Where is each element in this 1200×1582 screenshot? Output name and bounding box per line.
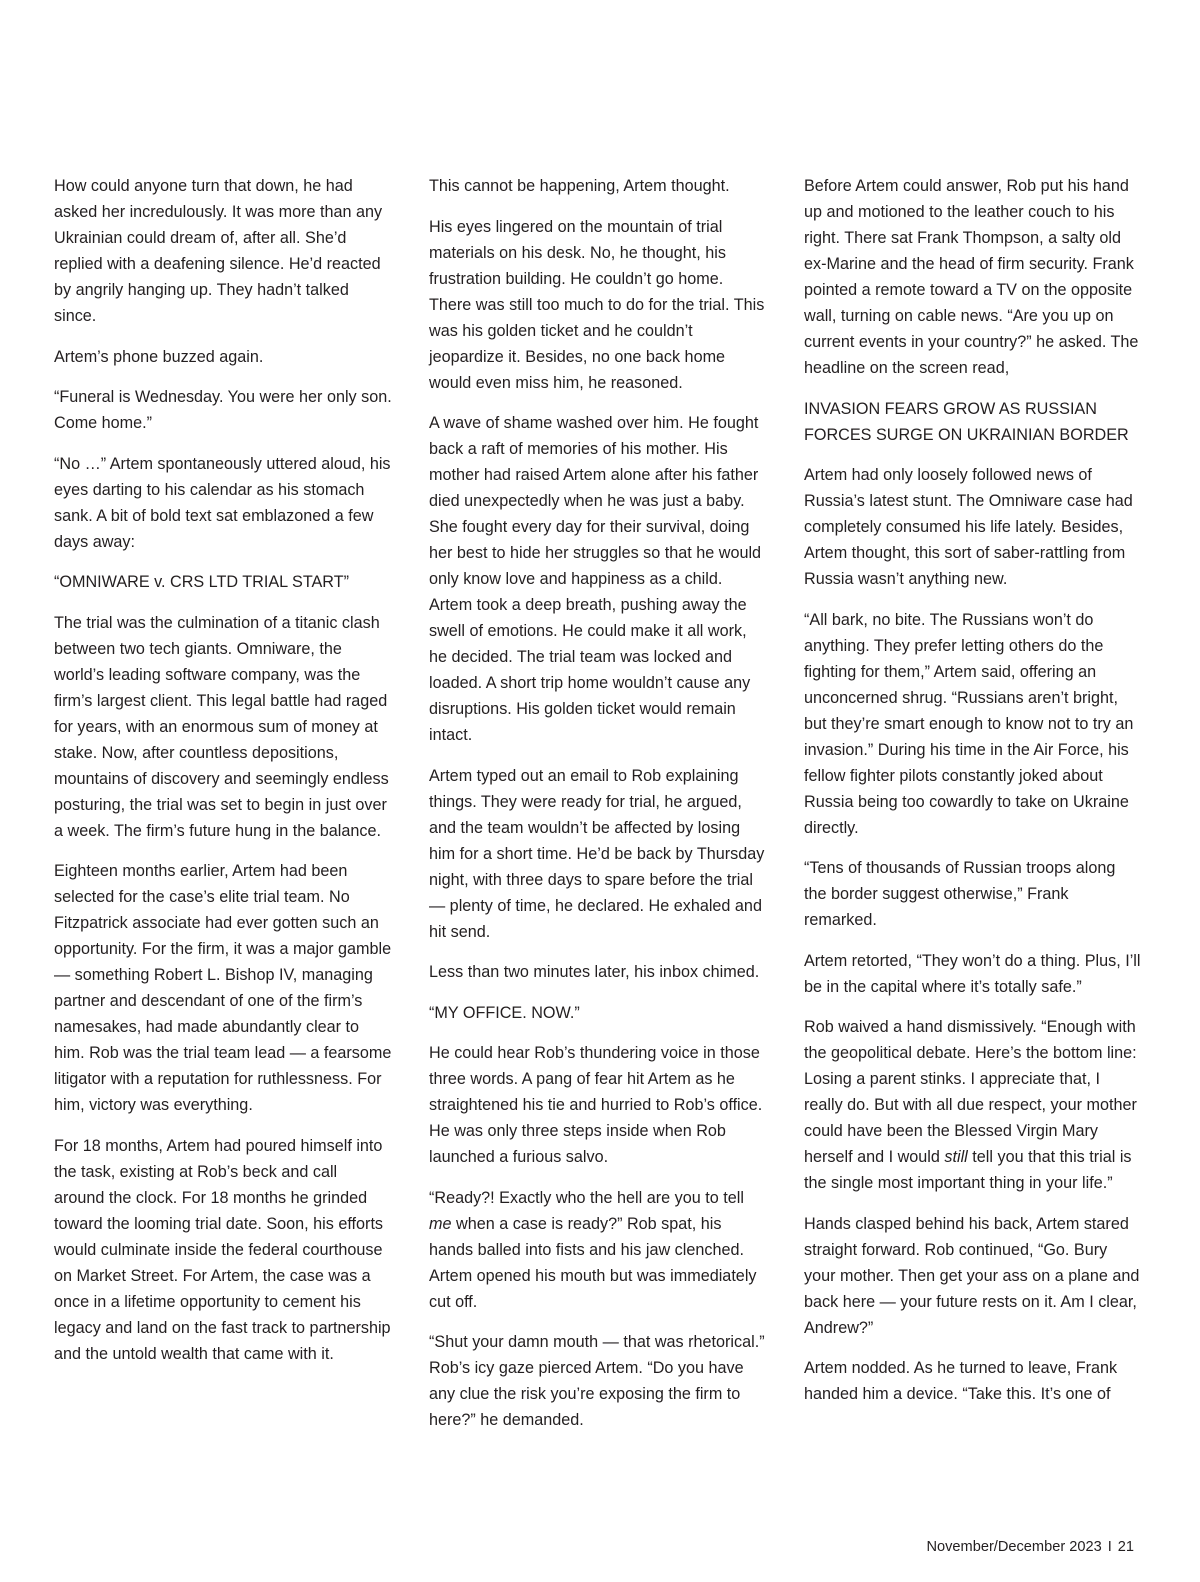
page-footer: [926, 1539, 1134, 1555]
paragraph-text: “All bark, no bite. The Russians won’t do anything. They prefer letting others do the fighting for them,” Artem said, offering an unconcerned shrug. “Russians aren’t bright, but they’re smart enough to know not to try an invasion.” During his time in the Air Force, his fellow fighter pilots constantly joked about Russia being too cowardly to take on Ukraine directly.: [804, 610, 1134, 837]
paragraph: [54, 569, 392, 595]
paragraph: [429, 1040, 767, 1170]
paragraph: [54, 858, 392, 1118]
paragraph-text: For 18 months, Artem had poured himself into the task, existing at Rob’s beck and call around the clock. For 18 months he grinded toward the looming trial date. Soon, his efforts would culminate inside the federal courthouse on Market Street. For Artem, the case was a once in a lifetime opportunity to cement his legacy and land on the fast track to partnership and the untold wealth that came with it.: [54, 1136, 391, 1363]
paragraph-text: INVASION FEARS GROW AS RUSSIAN FORCES SURGE ON UKRAINIAN BORDER: [804, 399, 1129, 444]
emphasis-text: still: [944, 1148, 968, 1166]
paragraph-text: “OMNIWARE v. CRS LTD TRIAL START”: [54, 573, 349, 591]
paragraph: [429, 173, 767, 199]
paragraph-text: “MY OFFICE. NOW.”: [429, 1003, 580, 1022]
paragraph-text: His eyes lingered on the mountain of trial materials on his desk. No, he thought, his frustration building. He couldn’t go home. There was still too much to do for the trial. This was his golden ticket and he couldn’t jeopardize it. Besides, no one back home would even miss him, he reasoned.: [429, 217, 765, 392]
paragraph: [804, 396, 1142, 448]
emphasis-text: me: [429, 1214, 452, 1233]
paragraph-text: Artem had only loosely followed news of Russia’s latest stunt. The Omniware case had completely consumed his life lately. Besides, Artem thought, this sort of saber-rattling from Russia wasn’t anything new.: [804, 466, 1133, 588]
paragraph-text: How could anyone turn that down, he had asked her incredulously. It was more than any Ukrainian could dream of, after all. She’d replied with a deafening silence. He’d reacted by angrily hanging up. They hadn’t talked since.: [54, 177, 383, 325]
paragraph: [804, 1014, 1142, 1196]
paragraph-text: This cannot be happening, Artem thought.: [429, 177, 730, 195]
article-column-3: [804, 173, 1142, 1422]
paragraph-text: “Ready?! Exactly who the hell are you to tell: [429, 1188, 744, 1207]
paragraph: [429, 410, 767, 748]
paragraph: [54, 384, 392, 436]
article-column-1: [54, 173, 392, 1381]
paragraph-text: Before Artem could answer, Rob put his hand up and motioned to the leather couch to his right. There sat Frank Thompson, a salty old ex-Marine and the head of firm security. Frank pointed a remote toward a TV on the opposite wall, turning on cable news. “Are you up on current events in your country?” he asked. The headline on the screen read,: [804, 177, 1139, 377]
paragraph: [54, 344, 392, 370]
paragraph-text: Artem typed out an email to Rob explaining things. They were ready for trial, he argued, and the team wouldn’t be affected by losing him for a short time. He’d be back by Thursday night, with three days to spare before the trial — plenty of time, he declared. He exhaled and hit send.: [429, 766, 765, 941]
paragraph: [804, 1211, 1142, 1341]
paragraph: [804, 1355, 1142, 1407]
paragraph-text: Artem’s phone buzzed again.: [54, 347, 264, 366]
paragraph: [804, 607, 1142, 841]
paragraph-text: “Funeral is Wednesday. You were her only son. Come home.”: [54, 388, 392, 432]
paragraph: [54, 610, 392, 844]
paragraph-text: “No …” Artem spontaneously uttered aloud, his eyes darting to his calendar as his stomach sank. A bit of bold text sat emblazoned a few days away:: [54, 454, 391, 551]
paragraph-text: Artem nodded. As he turned to leave, Frank handed him a device. “Take this. It’s one of: [804, 1359, 1118, 1403]
paragraph: [54, 1133, 392, 1367]
paragraph-text: Rob waived a hand dismissively. “Enough with the geopolitical debate. Here’s the bottom line: Losing a parent stinks. I appreciate that, I really do. But with all due respect, your mother could have been the Blessed Virgin Mary herself and I would: [804, 1018, 1137, 1166]
paragraph: [429, 1329, 767, 1433]
paragraph: [804, 462, 1142, 592]
paragraph-text: Less than two minutes later, his inbox chimed.: [429, 963, 760, 981]
paragraph: [804, 948, 1142, 1000]
paragraph-text: Hands clasped behind his back, Artem stared straight forward. Rob continued, “Go. Bury your mother. Then get your ass on a plane and back here — your future rests on it. Am I clear, Andrew?”: [804, 1214, 1140, 1337]
paragraph: [804, 173, 1142, 381]
paragraph-text: A wave of shame washed over him. He fought back a raft of memories of his mother. His mother had raised Artem alone after his father died unexpectedly when he was just a baby. She fought every day for their survival, doing her best to hide her struggles so that he would only know love and happiness as a child. Artem took a deep breath, pushing away the swell of emotions. He could make it all work, he decided. The trial team was locked and loaded. A short trip home wouldn’t cause any disruptions. His golden ticket would remain intact.: [429, 414, 762, 744]
paragraph-text: He could hear Rob’s thundering voice in those three words. A pang of fear hit Artem as he straightened his tie and hurried to Rob’s office. He was only three steps inside when Rob launched a furious salvo.: [429, 1044, 763, 1166]
page-number: 21: [1117, 1539, 1134, 1555]
paragraph: [429, 1000, 767, 1026]
paragraph: [54, 451, 392, 555]
paragraph-text: The trial was the culmination of a titanic clash between two tech giants. Omniware, the world’s leading software company, was the firm’s largest client. This legal battle had raged for years, with an enormous sum of money at stake. Now, after countless depositions, mountains of discovery and seemingly endless posturing, the trial was set to begin in just over a week. The firm’s future hung in the balance.: [54, 613, 389, 840]
paragraph-text: “Shut your damn mouth — that was rhetorical.” Rob’s icy gaze pierced Artem. “Do you have any clue the risk you’re exposing the firm to here?” he demanded.: [429, 1333, 765, 1429]
paragraph: [429, 959, 767, 985]
paragraph: [429, 763, 767, 945]
paragraph: [429, 214, 767, 396]
article-column-2: [429, 173, 767, 1448]
paragraph-text: Artem retorted, “They won’t do a thing. Plus, I’ll be in the capital where it’s totally safe.”: [804, 951, 1141, 996]
paragraph-text: when a case is ready?” Rob spat, his hands balled into fists and his jaw clenched. Artem opened his mouth but was immediately cut off.: [429, 1214, 757, 1311]
paragraph: [429, 1185, 767, 1315]
issue-date: November/December 2023: [926, 1539, 1102, 1555]
paragraph-text: “Tens of thousands of Russian troops along the border suggest otherwise,” Frank remarked.: [804, 859, 1116, 929]
paragraph: [804, 855, 1142, 933]
footer-separator: I: [1107, 1539, 1112, 1555]
paragraph: [54, 173, 392, 329]
paragraph-text: tell you that this trial is the single most important thing in your life.”: [804, 1148, 1132, 1192]
paragraph-text: Eighteen months earlier, Artem had been selected for the case’s elite trial team. No Fitzpatrick associate had ever gotten such an opportunity. For the firm, it was a major gamble — something Robert L. Bishop IV, managing partner and descendant of one of the firm’s namesakes, had made abundantly clear to him. Rob was the trial team lead — a fearsome litigator with a reputation for ruthlessness. For him, victory was everything.: [54, 862, 392, 1114]
